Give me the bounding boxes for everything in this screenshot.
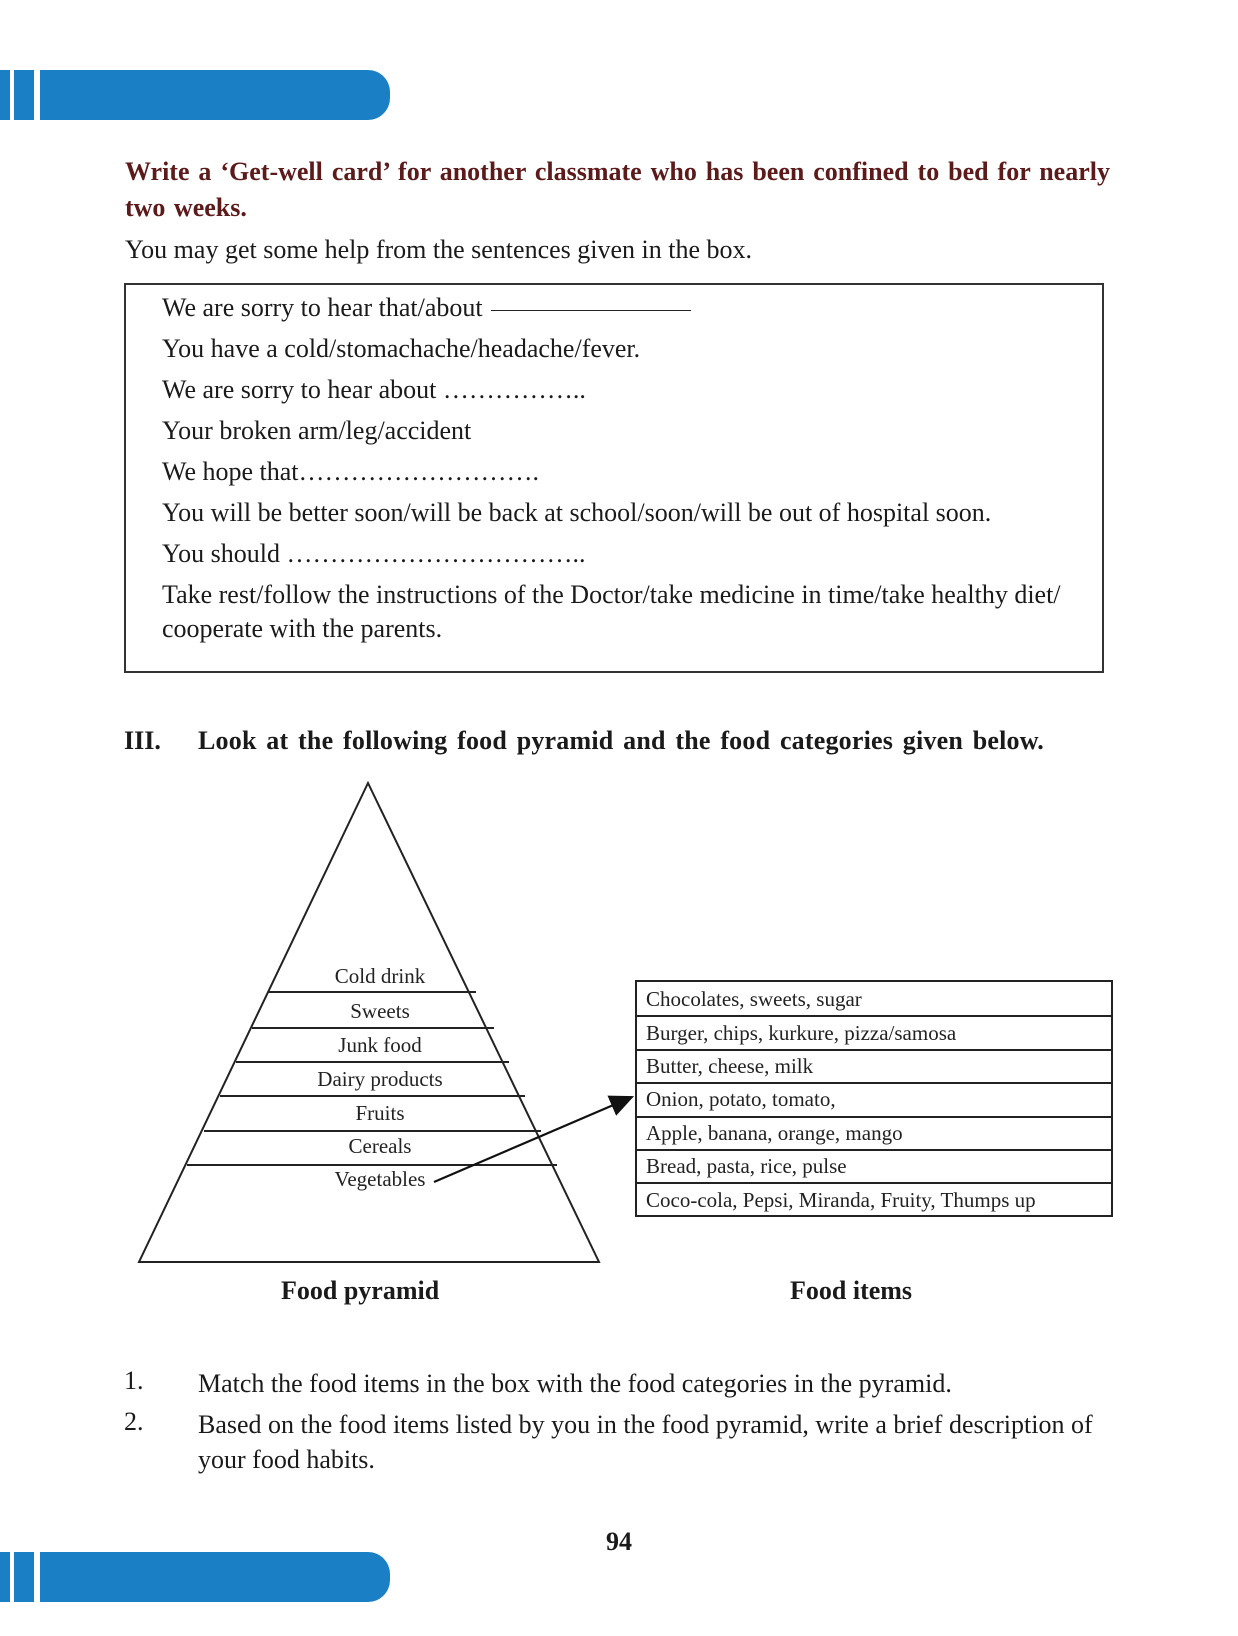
example-arrow [434,1097,632,1182]
question-text: Match the food items in the box with the food categories in the pyramid. [198,1369,952,1398]
food-items-caption: Food items [790,1276,913,1305]
pyramid-level-label: Cold drink [334,964,426,988]
sentence-line: You will be better soon/will be back at school/soon/will be out of hospital soon. [162,498,992,527]
footer-band-stripe [14,1552,34,1602]
question-number: 1. [124,1366,144,1395]
footer-band-bar [40,1552,390,1602]
food-item-row: Apple, banana, orange, mango [646,1121,903,1145]
page-number: 94 [606,1527,632,1556]
pyramid-level-label: Sweets [350,999,410,1023]
sentence-line: You have a cold/stomachache/headache/fever. [162,334,641,363]
pyramid-level-label: Cereals [348,1134,412,1158]
help-text: You may get some help from the sentences given in the box. [125,235,753,264]
question-number: 2. [124,1407,144,1436]
food-item-row: Chocolates, sweets, sugar [646,987,862,1011]
pyramid-caption: Food pyramid [281,1276,440,1305]
sentence-text: We are sorry to hear that/about [162,293,483,322]
pyramid-level-label: Vegetables [334,1167,426,1191]
pyramid-level-label: Dairy products [317,1067,443,1091]
activity-instruction: Write a ‘Get-well card’ for another classmate who has been confined to bed for nearly two weeks. [125,157,1110,222]
food-item-row: Onion, potato, tomato, [646,1087,836,1111]
section-number: III. [124,726,161,755]
food-item-row: Coco-cola, Pepsi, Miranda, Fruity, Thumps up [646,1188,1036,1212]
sentence-line: We are sorry to hear about …………….. [162,375,586,404]
sentence-line: We hope that………………………. [162,457,540,486]
pyramid-level-label: Junk food [338,1033,422,1057]
sentence-line: Your broken arm/leg/accident [162,416,472,445]
pyramid-level-label: Fruits [355,1101,405,1125]
food-item-row: Butter, cheese, milk [646,1054,814,1078]
sentence-line: Take rest/follow the instructions of the Doctor/take medicine in time/take healthy diet/ cooperate with the parents. [162,580,1061,643]
food-item-row: Burger, chips, kurkure, pizza/samosa [646,1021,957,1045]
sentence-line: You should …………………………….. [162,539,586,568]
footer-band-stripe [0,1552,10,1602]
footer-band [0,1552,390,1602]
question-text: Based on the food items listed by you in the food pyramid, write a brief description of your food habits. [198,1410,1093,1474]
section-title: Look at the following food pyramid and the food categories given below. [198,726,1044,755]
food-item-row: Bread, pasta, rice, pulse [646,1154,847,1178]
